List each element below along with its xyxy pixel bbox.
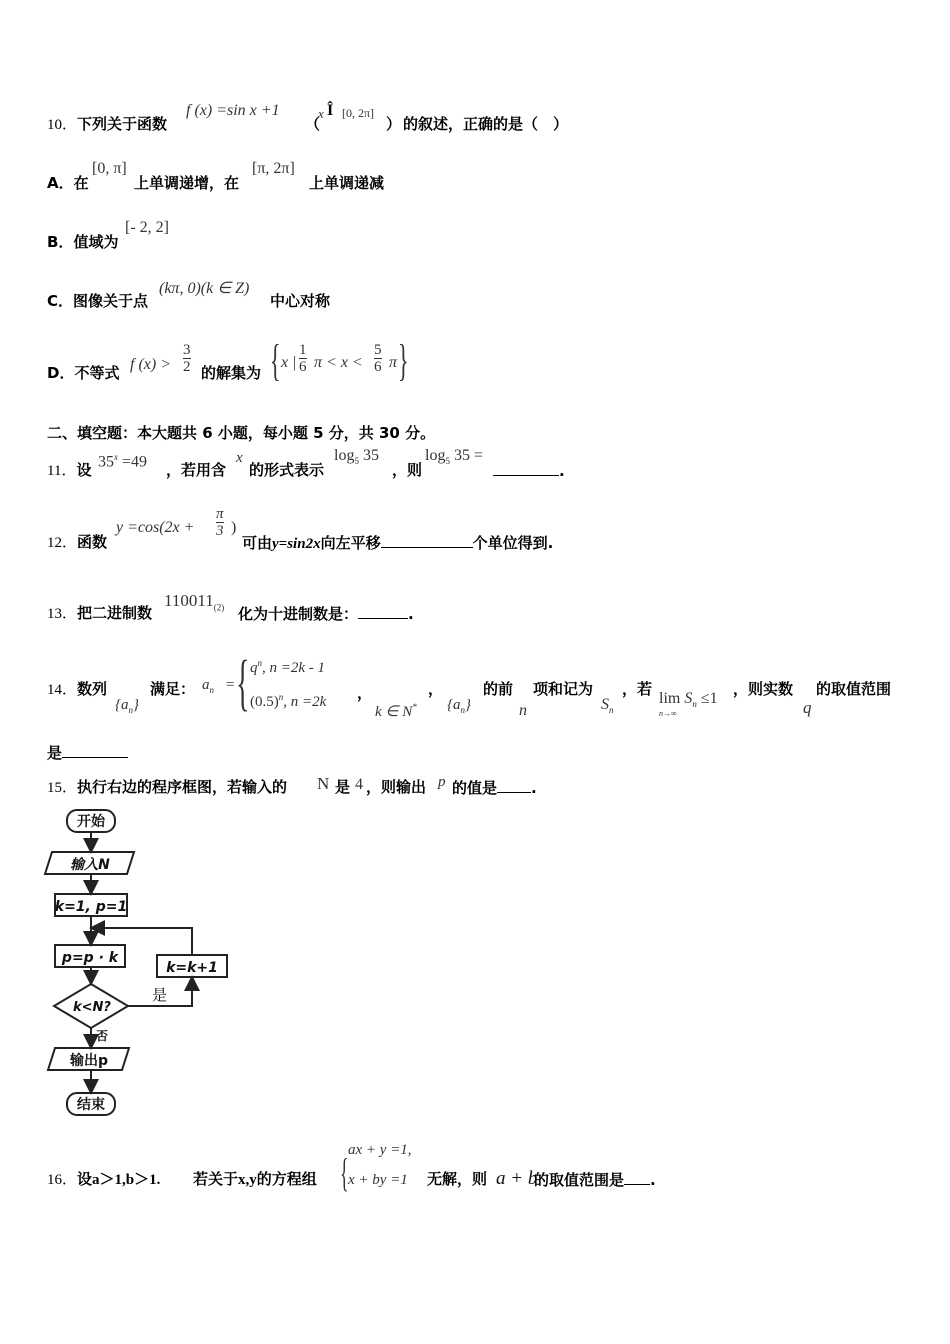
q14-stem: 14．数列: [47, 680, 108, 698]
q14-Sn: $S_n$: [601, 696, 614, 716]
q10-option-a-interval2: [π, 2π]: [252, 160, 295, 177]
q10-domain-set: [0, 2π]: [342, 106, 375, 120]
q14-case2: $(0.5)^n$, n =2k: [250, 692, 327, 710]
q16-stem: 16．设a＞1,b＞1.: [47, 1170, 161, 1188]
flow-input-label: 输入N: [70, 857, 110, 873]
q10-option-a: A．在: [47, 174, 89, 192]
q14-text4: 项和记为: [533, 680, 594, 698]
q10-set-frac2: $\frac{5}{6}$: [374, 342, 382, 375]
q16-a-plus-b: a + b: [496, 1168, 538, 1189]
q14-text6: ，则实数: [733, 680, 794, 698]
q10-domain-x: x: [318, 106, 324, 121]
q11-text3: 的形式表示: [249, 461, 325, 479]
q11-text2: ，若用含: [166, 461, 227, 479]
flow-yes-label: 是: [152, 986, 168, 1004]
q11-log-answer-expr: $\log_5 35$ =: [425, 447, 483, 467]
q14-text8[interactable]: 是: [47, 743, 128, 762]
q13-binary-number: $110011_{(2)}$: [164, 591, 225, 613]
q10-option-a-text2: 上单调递增，在: [134, 174, 240, 192]
flow-init-label: k=1, p=1: [54, 899, 128, 915]
q14-text5: ，若: [622, 680, 653, 698]
q10-option-a-interval1: [0, π]: [92, 160, 127, 177]
q10-option-d-ineq: f (x) >: [130, 356, 171, 373]
q14-case-brace: {: [236, 649, 250, 717]
q16-eq1: ax + y =1,: [348, 1142, 412, 1158]
q10-set-end: π: [389, 354, 398, 371]
flow-mult-label: p=p · k: [61, 950, 119, 966]
q11-answer-blank[interactable]: .: [493, 461, 565, 480]
q13-stem: 13．把二进制数: [47, 604, 153, 622]
q14-an: $a_n$: [202, 677, 214, 695]
q12-function-expr: y =cos(2x +: [116, 519, 195, 536]
q10-option-c: C．图像关于点: [47, 292, 149, 310]
q16-text7[interactable]: 的取值范围是 .: [534, 1171, 656, 1189]
q15-text3: ，则输出: [366, 778, 427, 796]
q10-domain-symbol: Î: [327, 102, 334, 119]
flow-start-label: 开始: [77, 814, 105, 830]
q15-text4[interactable]: 的值是 .: [452, 779, 537, 797]
q10-domain-open: （: [305, 115, 321, 133]
q15-var-N: N: [317, 774, 330, 793]
q10-option-c-text2: 中心对称: [270, 292, 331, 310]
q10-set-close-brace: }: [398, 336, 409, 385]
q14-var-q: q: [803, 698, 812, 717]
q10-stem-end: 的叙述，正确的是（ ）: [403, 115, 569, 133]
flow-end-label: 结束: [77, 1097, 105, 1113]
q16-text3: 若关于x,y的方程组: [193, 1170, 317, 1188]
q10-set-mid: π < x <: [314, 354, 363, 371]
q14-k-domain: k ∈ N*: [375, 702, 417, 720]
q16-system-brace: {: [340, 1150, 349, 1195]
q14-text3: 的前: [483, 680, 514, 698]
q12-fraction: $\frac{\pi}{3}$: [216, 506, 224, 539]
q15-text2: 是: [335, 778, 351, 796]
q11-stem: 11．设: [47, 461, 92, 479]
q15-var-p: p: [438, 774, 446, 790]
q14-comma2: ，: [428, 680, 444, 698]
q15-stem: 15．执行右边的程序框图，若输入的: [47, 778, 288, 796]
q10-function: f (x) =sin x +1: [186, 102, 280, 119]
q14-sequence: $\{a_n\}$: [115, 697, 139, 715]
q10-option-a-text3: 上单调递减: [309, 174, 385, 192]
q10-option-b: B．值域为: [47, 233, 119, 251]
q10-option-d-text2: 的解集为: [201, 364, 262, 382]
flowchart: [40, 800, 290, 1120]
q10-option-c-point: (kπ, 0)(k ∈ Z): [159, 280, 250, 297]
q14-text7: 的取值范围: [816, 680, 892, 698]
q12-text2: 可由y=sin2x向左平移 个单位得到.: [242, 534, 554, 552]
q10-option-d-fraction: $\frac{3}{2}$: [183, 342, 191, 375]
q14-limit: $\lim S_n \le 1$: [659, 690, 718, 710]
q10-option-b-range: [- 2, 2]: [125, 219, 169, 236]
q14-sequence2: $\{a_n\}$: [447, 697, 471, 715]
flow-cond-label: k<N?: [73, 1000, 111, 1015]
q14-comma1: ，: [357, 684, 373, 702]
q11-var-x: x: [236, 450, 243, 466]
q10-set-open-brace: {: [270, 336, 281, 385]
q11-log-expr: $\log_5 35$: [334, 447, 379, 467]
q12-paren-close: ): [231, 519, 237, 536]
q14-limit-sub: n→∞: [659, 709, 677, 718]
q16-eq2: x + by =1: [348, 1172, 408, 1188]
q12-stem: 12．函数: [47, 533, 108, 551]
section-2-title: 二、填空题：本大题共 6 小题，每小题 5 分，共 30 分。: [47, 424, 436, 442]
q14-eq: =: [226, 677, 235, 693]
flow-output-label: 输出p: [69, 1053, 109, 1069]
q15-value-4: 4: [355, 776, 363, 793]
q10-option-d: D．不等式: [47, 364, 120, 382]
q14-case1: $q^n$, n =2k - 1: [250, 658, 326, 676]
flow-inc-label: k=k+1: [166, 960, 218, 976]
q14-text2: 满足：: [150, 680, 196, 698]
q13-text2[interactable]: 化为十进制数是： .: [238, 605, 414, 623]
q11-expr-35x: 35$^x$ =49: [98, 452, 148, 471]
q10-number: 10．: [47, 117, 78, 133]
q16-text6: 无解，则: [427, 1170, 488, 1188]
q10-domain-close: ）: [386, 115, 402, 133]
q10-set-var: x |: [281, 354, 297, 371]
q10-stem: 10．下列关于函数: [47, 115, 168, 133]
q10-set-frac1: $\frac{1}{6}$: [299, 342, 307, 375]
q14-var-n: n: [519, 702, 527, 719]
flow-no-label: 否: [96, 1029, 109, 1043]
q11-text4: ，则: [392, 461, 423, 479]
